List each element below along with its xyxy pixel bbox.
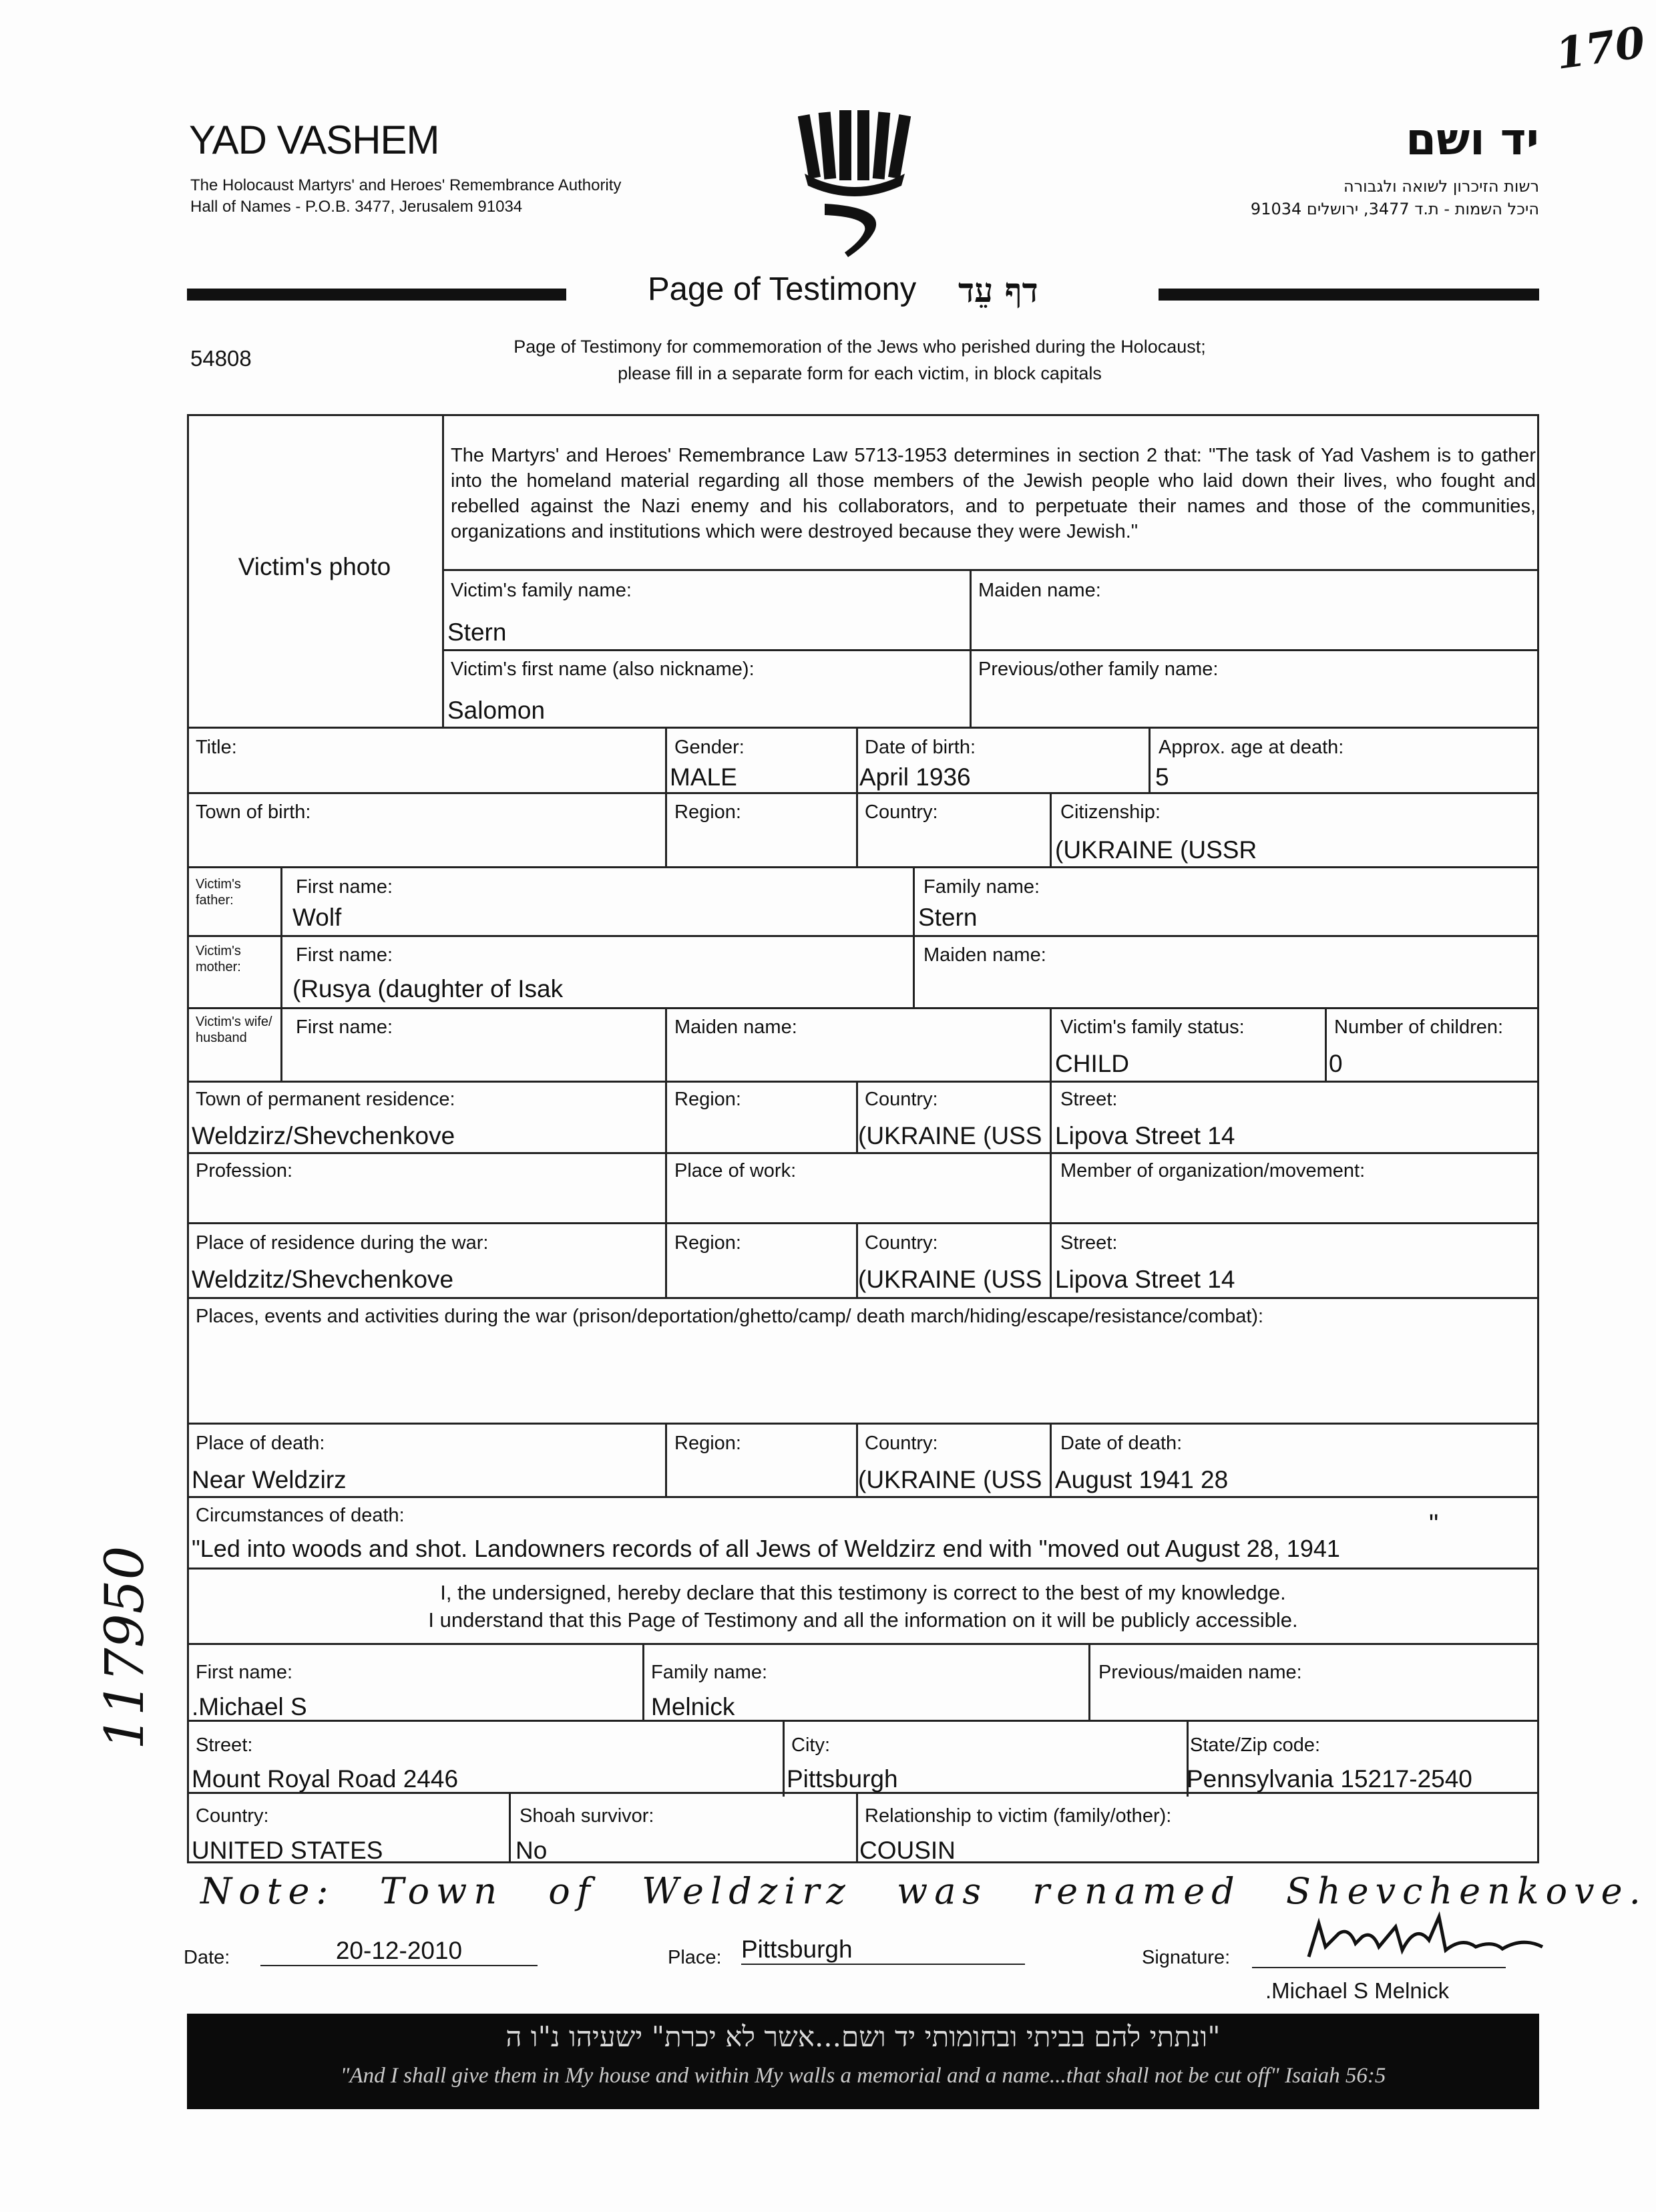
place-label: Place: bbox=[668, 1947, 722, 1968]
law-text: The Martyrs' and Heroes' Remembrance Law 5713-1953 determines in section 2 that: "The task of Yad Vashem is to gather into the homeland material regarding all those members of the Jewish people who laid down their lives, who fought and rebelled against the Nazi enemy and his collaborators, and to perpetuate their names and those of the communities, organizations and institutions which were destroyed because they were Jewish." bbox=[451, 445, 1536, 542]
previous-family-name-label: Previous/other family name: bbox=[978, 659, 1219, 680]
shoah-survivor-value: No bbox=[515, 1837, 548, 1864]
permanent-residence-label: Town of permanent residence: bbox=[196, 1089, 455, 1110]
submitter-prev-name-label: Previous/maiden name: bbox=[1098, 1662, 1302, 1683]
submitter-street-label: Street: bbox=[196, 1734, 253, 1756]
circumstances-label: Circumstances of death: bbox=[196, 1505, 405, 1526]
submitter-first-name-label: First name: bbox=[196, 1662, 293, 1683]
date-of-birth-label: Date of birth: bbox=[865, 737, 976, 758]
war-region-label: Region: bbox=[674, 1232, 741, 1254]
header-rule-left bbox=[187, 289, 566, 301]
residence-region-label: Region: bbox=[674, 1089, 741, 1110]
permanent-residence-value: Weldzirz/Shevchenkove bbox=[192, 1122, 455, 1149]
date-of-death-value: August 1941 28 bbox=[1055, 1466, 1229, 1493]
gender-label: Gender: bbox=[674, 737, 745, 758]
family-status-label: Victim's family status: bbox=[1060, 1017, 1245, 1038]
handwritten-page-number: 170 bbox=[1552, 17, 1649, 79]
maiden-name-label: Maiden name: bbox=[978, 580, 1101, 601]
place-of-death-label: Place of death: bbox=[196, 1433, 325, 1454]
submitter-country: UNITED STATES bbox=[192, 1837, 383, 1864]
profession-label: Profession: bbox=[196, 1160, 293, 1181]
submitter-state-label: State/Zip code: bbox=[1190, 1734, 1321, 1756]
spouse-label: Victim's wife/ husband bbox=[196, 1015, 272, 1045]
victim-family-name: Stern bbox=[447, 618, 507, 646]
father-first-name: Wolf bbox=[292, 904, 342, 931]
submitter-city-label: City: bbox=[791, 1734, 830, 1756]
page-title: Page of Testimony bbox=[648, 271, 917, 307]
submitter-family-name: Melnick bbox=[651, 1693, 735, 1720]
father-family-name-label: Family name: bbox=[923, 876, 1040, 898]
submitter-city: Pittsburgh bbox=[787, 1765, 898, 1793]
header-rule-right bbox=[1159, 289, 1539, 301]
mother-first-name: (Rusya (daughter of Isak bbox=[292, 975, 564, 1002]
victim-first-name: Salomon bbox=[447, 697, 546, 724]
organization-label: Member of organization/movement: bbox=[1060, 1160, 1366, 1181]
citizenship-label: Citizenship: bbox=[1060, 801, 1161, 823]
date-label: Date: bbox=[184, 1947, 230, 1968]
handwritten-note: Note: Town of Weldzirz was renamed Shevchenkove. bbox=[200, 1870, 1647, 1912]
relationship-value: COUSIN bbox=[859, 1837, 956, 1864]
place-value: Pittsburgh bbox=[741, 1936, 1025, 1965]
death-country-value: (UKRAINE (USS bbox=[858, 1466, 1042, 1493]
death-region-label: Region: bbox=[674, 1433, 741, 1454]
spouse-maiden-name-label: Maiden name: bbox=[674, 1017, 797, 1038]
family-status-value: CHILD bbox=[1055, 1050, 1130, 1077]
victim-photo-label: Victim's photo bbox=[238, 553, 391, 580]
mother-label: Victim's mother: bbox=[196, 944, 241, 974]
hebrew-org-name: יד ושם bbox=[1406, 114, 1539, 165]
war-country-label: Country: bbox=[865, 1232, 938, 1254]
age-at-death-label: Approx. age at death: bbox=[1159, 737, 1344, 758]
place-of-work-label: Place of work: bbox=[674, 1160, 797, 1181]
war-country-value: (UKRAINE (USS bbox=[858, 1266, 1042, 1293]
date-of-death-label: Date of death: bbox=[1060, 1433, 1183, 1454]
mother-maiden-name-label: Maiden name: bbox=[923, 944, 1046, 966]
victim-first-name-label: Victim's first name (also nickname): bbox=[451, 659, 755, 680]
footer-quote-english: "And I shall give them in My house and within My walls a memorial and a name...that shall not be cut off" Isaiah 56:5 bbox=[340, 2064, 1386, 2088]
residence-country-value: (UKRAINE (USS bbox=[858, 1122, 1042, 1149]
father-label: Victim's father: bbox=[196, 877, 241, 908]
shoah-survivor-label: Shoah survivor: bbox=[520, 1805, 654, 1827]
town-of-birth-label: Town of birth: bbox=[196, 801, 311, 823]
number-of-children-label: Number of children: bbox=[1334, 1017, 1504, 1038]
circumstances-value: "Led into woods and shot. Landowners records of all Jews of Weldzirz end with "moved out August 28, 1941 bbox=[192, 1535, 1340, 1562]
org-subtitle-2: Hall of Names - P.O.B. 3477, Jerusalem 91034 bbox=[190, 198, 523, 216]
submitter-family-name-label: Family name: bbox=[651, 1662, 768, 1683]
war-residence-label: Place of residence during the war: bbox=[196, 1232, 489, 1254]
war-events-label: Places, events and activities during the war (prison/deportation/ghetto/camp/ death march/hiding/escape/resistance/combat): bbox=[196, 1306, 1264, 1327]
submitter-first-name: .Michael S bbox=[192, 1693, 307, 1720]
citizenship-value: (UKRAINE (USSR bbox=[1055, 836, 1257, 864]
country-label: Country: bbox=[865, 801, 938, 823]
war-street-label: Street: bbox=[1060, 1232, 1118, 1254]
page-title-hebrew: דף עֵד bbox=[958, 270, 1038, 310]
instructions-line-1: Page of Testimony for commemoration of the Jews who perished during the Holocaust; bbox=[513, 337, 1206, 357]
instructions-line-2: please fill in a separate form for each victim, in block capitals bbox=[618, 363, 1102, 383]
place-of-death-value: Near Weldzirz bbox=[192, 1466, 347, 1493]
gender-value: MALE bbox=[670, 763, 737, 791]
victim-family-name-label: Victim's family name: bbox=[451, 580, 632, 601]
father-first-name-label: First name: bbox=[296, 876, 393, 898]
residence-street-label: Street: bbox=[1060, 1089, 1118, 1110]
spouse-first-name-label: First name: bbox=[296, 1017, 393, 1038]
death-country-label: Country: bbox=[865, 1433, 938, 1454]
relationship-label: Relationship to victim (family/other): bbox=[865, 1805, 1172, 1827]
mother-first-name-label: First name: bbox=[296, 944, 393, 966]
org-subtitle-1: The Holocaust Martyrs' and Heroes' Remembrance Authority bbox=[190, 176, 622, 194]
war-residence-value: Weldzitz/Shevchenkove bbox=[192, 1266, 454, 1293]
submitter-state: Pennsylvania 15217-2540 bbox=[1187, 1765, 1472, 1793]
circumstances-quote-mark: " bbox=[1429, 1509, 1439, 1539]
declaration-line-1: I, the undersigned, hereby declare that this testimony is correct to the best of my knowledge. bbox=[440, 1581, 1286, 1604]
date-of-birth-value: April 1936 bbox=[859, 763, 971, 791]
declaration-line-2: I understand that this Page of Testimony and all the information on it will be publicly accessible. bbox=[428, 1608, 1298, 1632]
org-name: YAD VASHEM bbox=[189, 118, 439, 162]
war-street-value: Lipova Street 14 bbox=[1055, 1266, 1235, 1293]
footer-quote-hebrew: "ונתתי להם בביתי ובחומותי יד ושם...אשר לא יכרת" ישעיהו נ"ו ה bbox=[505, 2020, 1221, 2053]
region-label: Region: bbox=[674, 801, 741, 823]
signature-scribble bbox=[1302, 1910, 1549, 1970]
residence-street-value: Lipova Street 14 bbox=[1055, 1122, 1235, 1149]
menorah-logo-icon bbox=[798, 107, 911, 260]
residence-country-label: Country: bbox=[865, 1089, 938, 1110]
title-label: Title: bbox=[196, 737, 237, 758]
signer-name: .Michael S Melnick bbox=[1265, 1978, 1450, 2003]
number-of-children-value: 0 bbox=[1329, 1050, 1343, 1077]
date-value: 20-12-2010 bbox=[260, 1937, 538, 1966]
age-at-death-value: 5 bbox=[1155, 763, 1169, 791]
hebrew-subtitle-1: רשות הזיכרון לשואה ולגבורה bbox=[1343, 177, 1539, 196]
hebrew-subtitle-2: היכל השמות - ת.ד 3477, ירושלים 91034 bbox=[1250, 200, 1539, 218]
signature-label: Signature: bbox=[1142, 1947, 1231, 1968]
father-family-name: Stern bbox=[918, 904, 978, 931]
submitter-street: Mount Royal Road 2446 bbox=[192, 1765, 459, 1793]
submitter-country-label: Country: bbox=[196, 1805, 269, 1827]
handwritten-side-number: 117950 bbox=[93, 1545, 156, 1750]
form-number: 54808 bbox=[190, 346, 252, 371]
